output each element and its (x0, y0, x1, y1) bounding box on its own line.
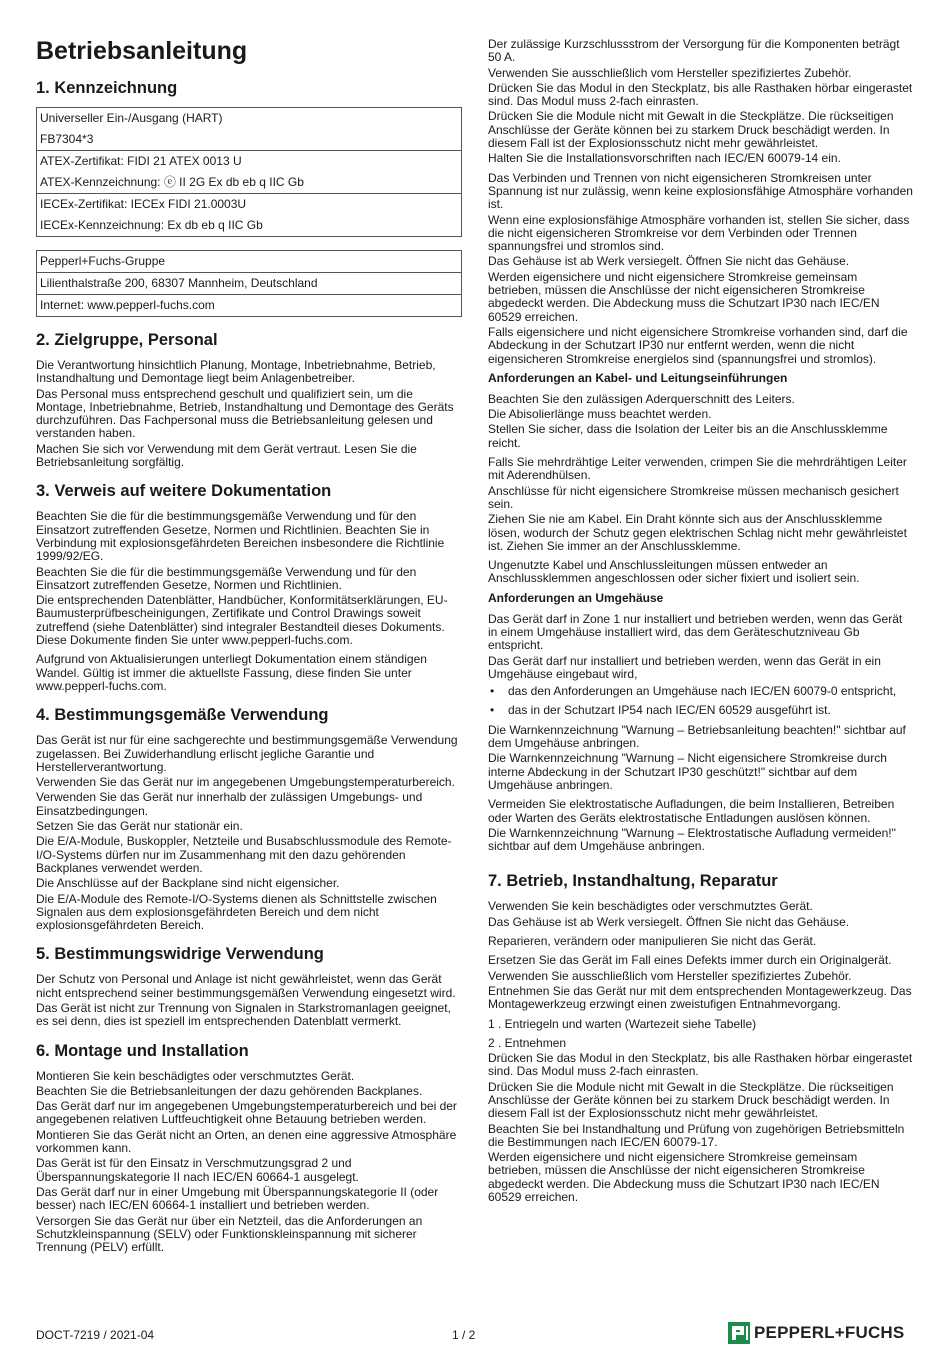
paragraph: Das Gerät darf nur im angegebenen Umgebungstemperaturbereich und bei der angegebenen relativen Luftfeuchtigkeit ohne Betauung betrieben werden. (36, 1099, 457, 1127)
paragraph: Montieren Sie kein beschädigtes oder verschmutztes Gerät. (36, 1068, 355, 1083)
section-3-heading: 3. Verweis auf weitere Dokumentation (36, 482, 332, 501)
paragraph: Beachten Sie die Betriebsanleitungen der dazu gehörenden Backplanes. (36, 1083, 423, 1098)
paragraph: Werden eigensichere und nicht eigensichere Stromkreise gemeinsam betrieben, müssen die Anschlüsse der nicht eigensicheren Stromkreise abgedeckt werden. Die Abdeckung muss die Schutzart IP30 nach IEC/EN 60529 erreichen. (488, 1150, 880, 1205)
section-6-heading: 6. Montage und Installation (36, 1041, 249, 1060)
paragraph: Werden eigensichere und nicht eigensichere Stromkreise gemeinsam betrieben, müssen die Anschlüsse der nicht eigensicheren Stromkreise abgedeckt werden. Die Abdeckung muss die Schutzart IP30 nach IEC/EN 60529 erreichen. (488, 269, 880, 324)
paragraph: Verwenden Sie das Gerät nur im angegebenen Umgebungstemperaturbereich. (36, 775, 455, 790)
id-cell: ATEX-Zertifikat: FIDI 21 ATEX 0013 U (37, 151, 462, 173)
step-item: 2 . Entnehmen (488, 1035, 567, 1050)
paragraph: Halten Sie die Installationsvorschriften nach IEC/EN 60079-14 ein. (488, 151, 841, 166)
paragraph: Montieren Sie das Gerät nicht an Orten, an denen eine aggressive Atmosphäre vorkommen kann. (36, 1127, 457, 1156)
paragraph: Beachten Sie die für die bestimmungsgemäße Verwendung und für den Einsatzort zutreffenden Gesetze, Normen und Richtlinien. Beachten Sie in Verbindung mit explosionsgefährdeten Bereichen insbesondere die Richtlinie 1999/92/EG. (36, 509, 445, 564)
paragraph: Das Gerät ist für den Einsatz in Verschmutzungsgrad 2 und Überspannungskategorie II nach IEC/EN 60664-1 ausgelegt. (36, 1156, 359, 1184)
paragraph: Wenn eine explosionsfähige Atmosphäre vorhanden ist, stellen Sie sicher, dass die nicht eigensicheren Stromkreise vor dem Verbinden oder Trennen spannungsfrei und stromlos sind. (488, 212, 910, 254)
bullet-icon: • (490, 684, 495, 699)
paragraph: Verwenden Sie das Gerät nur innerhalb der zulässigen Umgebungs- und Einsatzbedingungen. (36, 790, 423, 818)
paragraph: Beachten Sie bei Instandhaltung und Prüfung von zugehörigen Betriebsmitteln die Bestimmungen nach IEC/EN 60079-17. (488, 1121, 905, 1149)
paragraph: Ungenutzte Kabel und Anschlussleitungen müssen entweder an Anschlussklemmen angeschlossen oder sicher fixiert und isoliert sein. (488, 558, 860, 586)
id-cell: ATEX-Kennzeichnung: ⓔ II 2G Ex db eb q IIC Gb (37, 172, 462, 194)
paragraph: Das Personal muss entsprechend geschult und qualifiziert sein, um die Montage, Inbetriebnahme, Betrieb, Instandhaltung und Demontage des Geräts durchzuführen. Das Fachpersonal muss die Betriebsanleitung gelesen und verstanden haben. (36, 386, 454, 441)
paragraph: Die E/A-Module des Remote-I/O-Systems dienen als Schnittstelle zwischen Signalen aus dem explosionsgefährdeten Bereich und dem nicht explosionsgefährdeten Bereich. (36, 891, 437, 933)
paragraph: Versorgen Sie das Gerät nur über ein Netzteil, das die Anforderungen an Schutzkleinspannung (SELV) oder Funktionskleinspannung mit sicherer Trennung (PELV) erfüllt. (36, 1213, 423, 1255)
paragraph: Stellen Sie sicher, dass die Isolation der Leiter bis an die Anschlussklemme reicht. (488, 422, 888, 450)
paragraph: Die Warnkennzeichnung "Warnung – Betriebsanleitung beachten!" sichtbar auf dem Umgehäuse anbringen. (488, 722, 906, 751)
paragraph: Drücken Sie das Modul in den Steckplatz, bis alle Rasthaken hörbar eingerastet sind. Das Modul muss 2-fach einrasten. (488, 1051, 913, 1079)
brand-name: PEPPERL+FUCHS (754, 1323, 905, 1342)
paragraph: Verwenden Sie kein beschädigtes oder verschmutztes Gerät. (488, 899, 813, 914)
paragraph: Die Verantwortung hinsichtlich Planung, Montage, Inbetriebnahme, Betrieb, Instandhaltung und Demontage liegt beim Anlagenbetreiber. (36, 358, 436, 386)
mfr-cell: Pepperl+Fuchs-Gruppe (37, 251, 462, 273)
paragraph: Die Warnkennzeichnung "Warnung – Nicht eigensichere Stromkreise durch interne Abdeckung in der Schutzart IP30 geschützt!" sichtbar auf dem Umgehäuse anbringen. (488, 751, 887, 792)
paragraph: Der Schutz von Personal und Anlage ist nicht gewährleistet, wenn das Gerät nicht entsprechend seiner bestimmungsgemäßen Verwendung eingesetzt wird. (36, 972, 456, 1000)
paragraph: Verwenden Sie ausschließlich vom Hersteller spezifiziertes Zubehör. (488, 968, 852, 983)
id-cell: Universeller Ein-/Ausgang (HART) (37, 108, 462, 130)
paragraph: Aufgrund von Aktualisierungen unterliegt Dokumentation einem ständigen Wandel. Gültig ist immer die aktuellste Fassung, diese finden Sie unter www.pepperl-fuchs.com. (36, 652, 427, 693)
paragraph: Verwenden Sie ausschließlich vom Hersteller spezifiziertes Zubehör. (488, 65, 852, 80)
page-title: Betriebsanleitung (36, 37, 248, 65)
brand-logo (728, 1322, 904, 1344)
paragraph: Das Gerät ist nicht zur Trennung von Signalen in Starkstromanlagen geeignet, es sei denn, dies ist speziell im entsprechenden Datenblatt vermerkt. (36, 1000, 451, 1029)
right-column (488, 38, 913, 1206)
mfr-cell: Internet: www.pepperl-fuchs.com (37, 295, 462, 317)
list-item (488, 685, 913, 698)
paragraph: Das Gerät darf nur installiert und betrieben werden, wenn das Gerät in ein Umgehäuse eingebaut wird, (488, 653, 881, 681)
paragraph: Das Gerät darf in Zone 1 nur installiert und betrieben werden, wenn das Gerät in einem Umgehäuse installiert wird, das dem Geräteschutzniveau Gb entspricht. (488, 611, 903, 653)
subheading-cable-entries: Anforderungen an Kabel- und Leitungseinführungen (488, 370, 788, 385)
paragraph: Setzen Sie das Gerät nur stationär ein. (36, 819, 243, 834)
paragraph: Die Warnkennzeichnung "Warnung – Elektrostatische Aufladung vermeiden!" sichtbar auf dem Umgehäuse anbringen. (488, 825, 896, 854)
identification-table (36, 107, 462, 237)
section-2-heading: 2. Zielgruppe, Personal (36, 331, 218, 349)
paragraph: Ersetzen Sie das Gerät im Fall eines Defekts immer durch ein Originalgerät. (488, 953, 892, 968)
brand-logo-icon (728, 1322, 750, 1344)
paragraph: Das Gerät darf nur in einer Umgebung mit Überspannungskategorie II (oder besser) nach IEC/EN 60664-1 installiert und betrieben werden. (36, 1184, 439, 1213)
paragraph: Die Anschlüsse auf der Backplane sind nicht eigensicher. (36, 876, 340, 891)
paragraph: Die entsprechenden Datenblätter, Handbücher, Konformitätserklärungen, EU-Baumusterprüfbescheinigungen, Zertifikate und Control Drawings soweit zutreffend (siehe Datenblätter) sind integraler Bestandteil dieses Dokuments. Diese Dokumente finden Sie unter www.pepperl-fuchs.com. (36, 593, 448, 648)
section-4-heading: 4. Bestimmungsgemäße Verwendung (36, 706, 329, 725)
section-1-heading: 1. Kennzeichnung (36, 79, 178, 97)
paragraph: Der zulässige Kurzschlussstrom der Versorgung für die Komponenten beträgt 50 A. (488, 37, 900, 65)
paragraph: Ziehen Sie nie am Kabel. Ein Draht könnte sich aus der Anschlussklemme lösen, wodurch der Schutz gegen elektrischen Schlag nicht mehr gewährleistet ist. Ziehen Sie immer an der Anschlussklemme. (488, 512, 907, 553)
bullet-icon: • (490, 703, 495, 718)
paragraph: Reparieren, verändern oder manipulieren Sie nicht das Gerät. (488, 934, 817, 949)
id-cell: IECEx-Zertifikat: IECEx FIDI 21.0003U (37, 194, 462, 216)
list-item-text: das den Anforderungen an Umgehäuse nach IEC/EN 60079-0 entspricht, (508, 684, 897, 699)
paragraph: Das Gehäuse ist ab Werk versiegelt. Öffnen Sie nicht das Gehäuse. (488, 914, 850, 929)
paragraph: Die Abisolierlänge muss beachtet werden. (488, 407, 712, 422)
paragraph: Drücken Sie die Module nicht mit Gewalt in die Steckplätze. Die rückseitigen Anschlüsse der Geräte können bei zu starkem Druck beschädigt werden. In diesem Fall ist der Explosionsschutz nicht mehr gewährleistet. (488, 1079, 894, 1121)
paragraph: Drücken Sie die Module nicht mit Gewalt in die Steckplätze. Die rückseitigen Anschlüsse der Geräte können bei zu starkem Druck beschädigt werden. In diesem Fall ist der Explosionsschutz nicht mehr gewährleistet. (488, 109, 894, 151)
paragraph: Drücken Sie das Modul in den Steckplatz, bis alle Rasthaken hörbar eingerastet sind. Das Modul muss 2-fach einrasten. (488, 80, 913, 109)
paragraph: Anschlüsse für nicht eigensichere Stromkreise müssen mechanisch gesichert sein. (488, 483, 899, 511)
paragraph: Vermeiden Sie elektrostatische Aufladungen, die beim Installieren, Betreiben oder Warten des Geräts elektrostatische Entladungen auslösen können. (488, 797, 895, 825)
paragraph: Das Gehäuse ist ab Werk versiegelt. Öffnen Sie nicht das Gehäuse. (488, 254, 850, 269)
paragraph: Die E/A-Module, Buskoppler, Netzteile und Busabschlussmodule des Remote-I/O-Systems dürfen nur im Zusammenhang mit den dazu gehörenden Backplanes verwendet werden. (36, 834, 452, 875)
paragraph: Beachten Sie die für die bestimmungsgemäße Verwendung und für den Einsatzort zutreffenden Gesetze, Normen und Richtlinien. (36, 564, 417, 592)
paragraph: Falls eigensichere und nicht eigensichere Stromkreise vorhanden sind, darf die Abdeckung in der Schutzart IP30 nur entfernt werden, wenn die nicht eigensicheren Stromkreise energielos sind (spannungsfrei und stromlos). (488, 324, 908, 366)
enclosure-requirements-list (488, 685, 913, 718)
list-item-text: das in der Schutzart IP54 nach IEC/EN 60529 ausgeführt ist. (508, 703, 831, 718)
paragraph: Entnehmen Sie das Gerät nur mit dem entsprechenden Montagewerkzeug. Das Montagewerkzeug erzwingt einen zweistufigen Entnahmevorgang. (488, 983, 912, 1012)
subheading-enclosure: Anforderungen an Umgehäuse (488, 590, 664, 605)
mfr-cell: Lilienthalstraße 200, 68307 Mannheim, Deutschland (37, 273, 462, 295)
list-item (488, 704, 913, 717)
left-column (36, 36, 462, 1256)
footer-doc-id: DOCT-7219 / 2021-04 (36, 1328, 155, 1342)
step-item: 1 . Entriegeln und warten (Wartezeit siehe Tabelle) (488, 1016, 757, 1031)
paragraph: Beachten Sie den zulässigen Aderquerschnitt des Leiters. (488, 391, 795, 406)
footer-page-number: 1 / 2 (452, 1328, 476, 1342)
section-5-heading: 5. Bestimmungswidrige Verwendung (36, 945, 324, 964)
paragraph: Falls Sie mehrdrähtige Leiter verwenden, crimpen Sie die mehrdrähtigen Leiter mit Aderendhülsen. (488, 455, 907, 483)
manufacturer-table (36, 250, 462, 317)
id-cell: FB7304*3 (37, 129, 462, 151)
paragraph: Machen Sie sich vor Verwendung mit dem Gerät vertraut. Lesen Sie die Betriebsanleitung sorgfältig. (36, 441, 417, 470)
paragraph: Das Gerät ist nur für eine sachgerechte und bestimmungsgemäße Verwendung zugelassen. Bei Zuwiderhandlung erlischt jegliche Garantie und Herstellerverantwortung. (36, 733, 458, 774)
section-7-heading: 7. Betrieb, Instandhaltung, Reparatur (488, 872, 778, 891)
id-cell: IECEx-Kennzeichnung: Ex db eb q IIC Gb (37, 215, 462, 237)
paragraph: Das Verbinden und Trennen von nicht eigensicheren Stromkreisen unter Spannung ist nur zulässig, wenn keine explosionsfähige Atmosphäre vorhanden ist. (488, 170, 913, 212)
